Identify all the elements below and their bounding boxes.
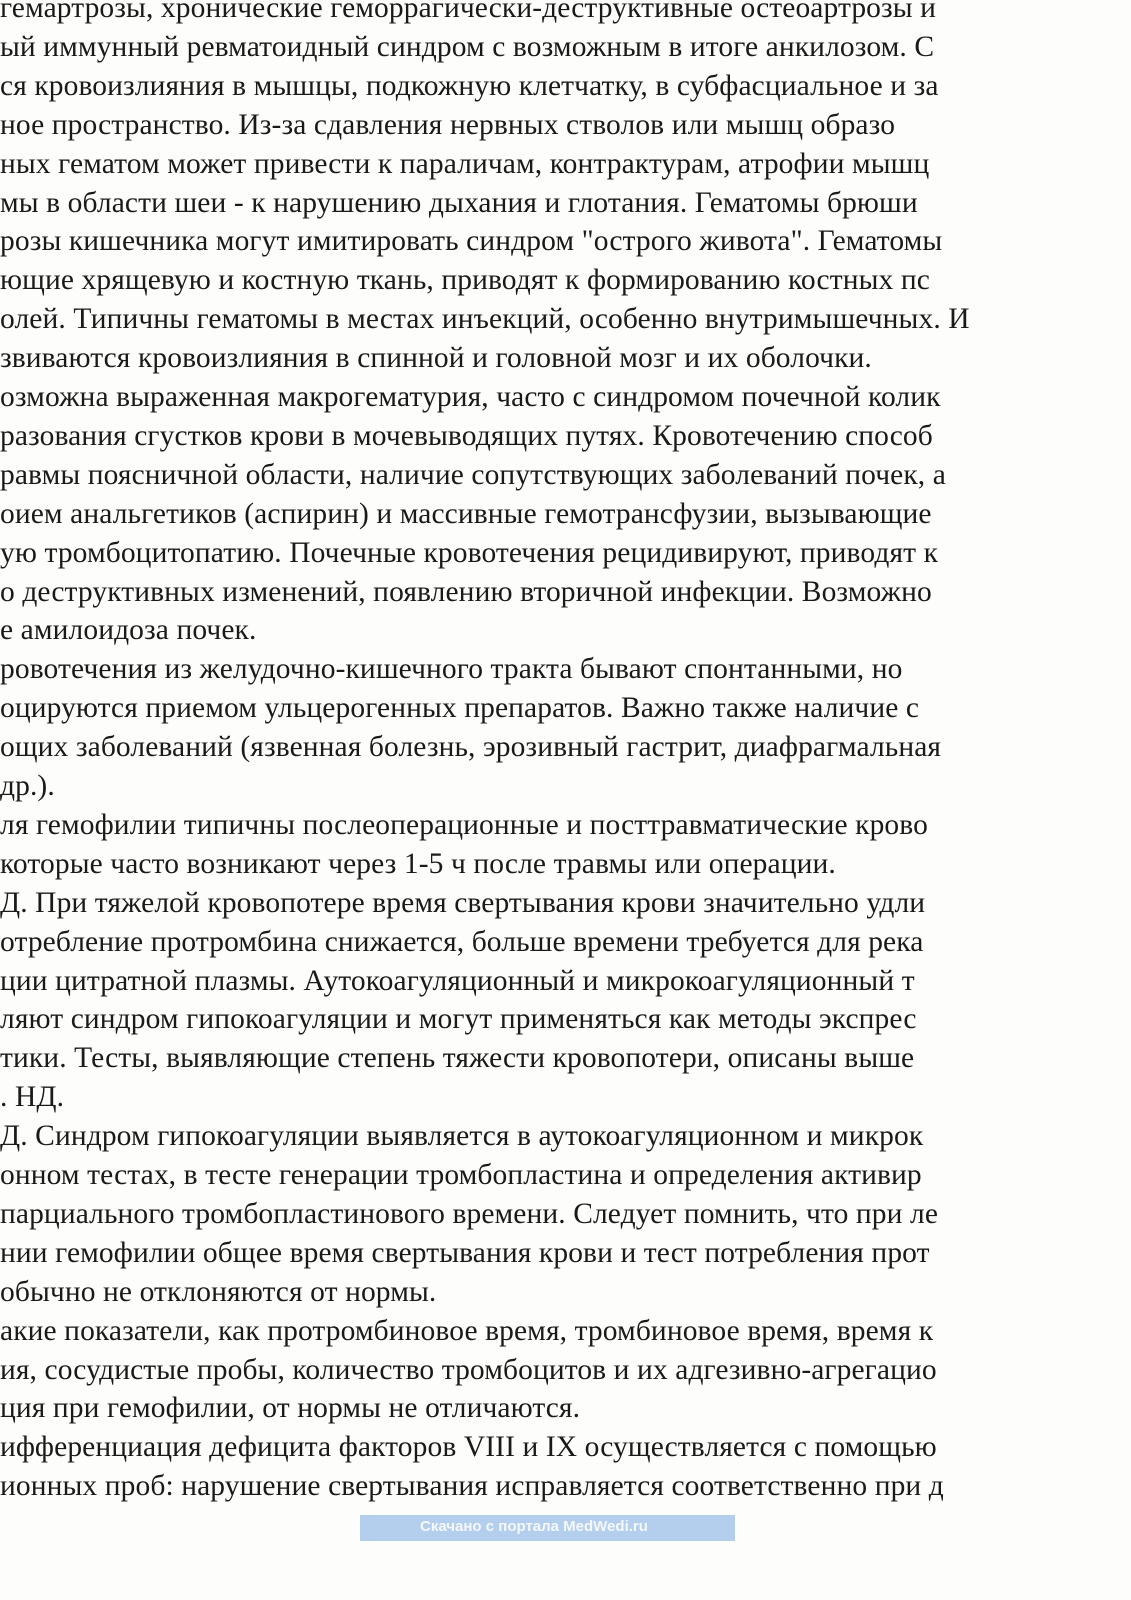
- text-line: которые часто возникают через 1-5 ч после травмы или операции.: [0, 847, 836, 880]
- text-line: олей. Типичны гематомы в местах инъекций, особенно внутримышечных. И: [0, 303, 970, 336]
- text-line: ифференциация дефицита факторов VIII и IX осуществляется с помощью: [0, 1431, 937, 1464]
- text-line: ция при гемофилии, от нормы не отличаются.: [0, 1392, 581, 1425]
- text-line: о деструктивных изменений, появлению вторичной инфекции. Возможно: [0, 575, 932, 608]
- text-line: ую тромбоцитопатию. Почечные кровотечения рецидивируют, приводят к: [0, 536, 939, 569]
- text-line: обычно не отклоняются от нормы.: [0, 1275, 437, 1308]
- text-line: ия, сосудистые пробы, количество тромбоцитов и их адгезивно-агрегацио: [0, 1353, 937, 1386]
- text-line: . НД.: [0, 1081, 65, 1114]
- text-line: ровотечения из желудочно-кишечного тракта бывают спонтанными, но: [0, 653, 903, 686]
- text-line: ощих заболеваний (язвенная болезнь, эрозивный гастрит, диафрагмальная: [0, 731, 942, 764]
- text-line: гемартрозы, хронические геморрагически-деструктивные остеоартрозы и: [0, 0, 937, 24]
- text-line: ый иммунный ревматоидный синдром с возможным в итоге анкилозом. С: [0, 30, 935, 63]
- text-line: ных гематом может привести к параличам, контрактурам, атрофии мышц: [0, 147, 930, 180]
- text-line: оцируются приемом ульцерогенных препаратов. Важно также наличие с: [0, 692, 920, 725]
- text-line: Д. Синдром гипокоагуляции выявляется в аутокоагуляционном и микрок: [0, 1120, 924, 1153]
- text-line: парциального тромбопластинового времени. Следует помнить, что при ле: [0, 1197, 939, 1230]
- text-line: оием анальгетиков (аспирин) и массивные гемотрансфузии, вызывающие: [0, 497, 932, 530]
- text-line: нии гемофилии общее время свертывания крови и тест потребления прот: [0, 1236, 930, 1269]
- text-line: ся кровоизлияния в мышцы, подкожную клетчатку, в субфасциальное и за: [0, 69, 939, 102]
- text-line: ляют синдром гипокоагуляции и могут применяться как методы экспрес: [0, 1003, 917, 1036]
- text-line: звиваются кровоизлияния в спинной и головной мозг и их оболочки.: [0, 342, 872, 375]
- text-line: акие показатели, как протромбиновое время, тромбиновое время, время к: [0, 1314, 934, 1347]
- text-line: ля гемофилии типичны послеоперационные и посттравматические крово: [0, 808, 928, 841]
- text-line: ции цитратной плазмы. Аутокоагуляционный и микрокоагуляционный т: [0, 964, 915, 997]
- text-line: Д. При тяжелой кровопотере время свертывания крови значительно удли: [0, 886, 926, 919]
- text-line: ное пространство. Из-за сдавления нервных стволов или мышц образо: [0, 108, 896, 141]
- text-line: озможна выраженная макрогематурия, часто с синдромом почечной колик: [0, 381, 941, 413]
- text-line: онном тестах, в тесте генерации тромбопластина и определения активир: [0, 1159, 922, 1191]
- text-line: отребление протромбина снижается, больше времени требуется для река: [0, 925, 924, 958]
- text-line: др.).: [0, 770, 55, 802]
- text-line: тики. Тесты, выявляющие степень тяжести кровопотери, описаны выше: [0, 1042, 915, 1075]
- text-line: мы в области шеи - к нарушению дыхания и глотания. Гематомы брюши: [0, 186, 918, 219]
- text-line: ющие хрящевую и костную ткань, приводят к формированию костных пс: [0, 264, 930, 297]
- text-line: равмы поясничной области, наличие сопутствующих заболеваний почек, а: [0, 458, 946, 491]
- text-line: разования сгустков крови в мочевыводящих путях. Кровотечению способ: [0, 419, 933, 452]
- text-line: ионных проб: нарушение свертывания исправляется соответственно при д: [0, 1470, 944, 1503]
- watermark-text: Скачано с портала MedWedi.ru: [420, 1518, 648, 1535]
- text-line: розы кишечника могут имитировать синдром "острого живота". Гематомы: [0, 225, 943, 258]
- text-line: е амилоидоза почек.: [0, 614, 257, 647]
